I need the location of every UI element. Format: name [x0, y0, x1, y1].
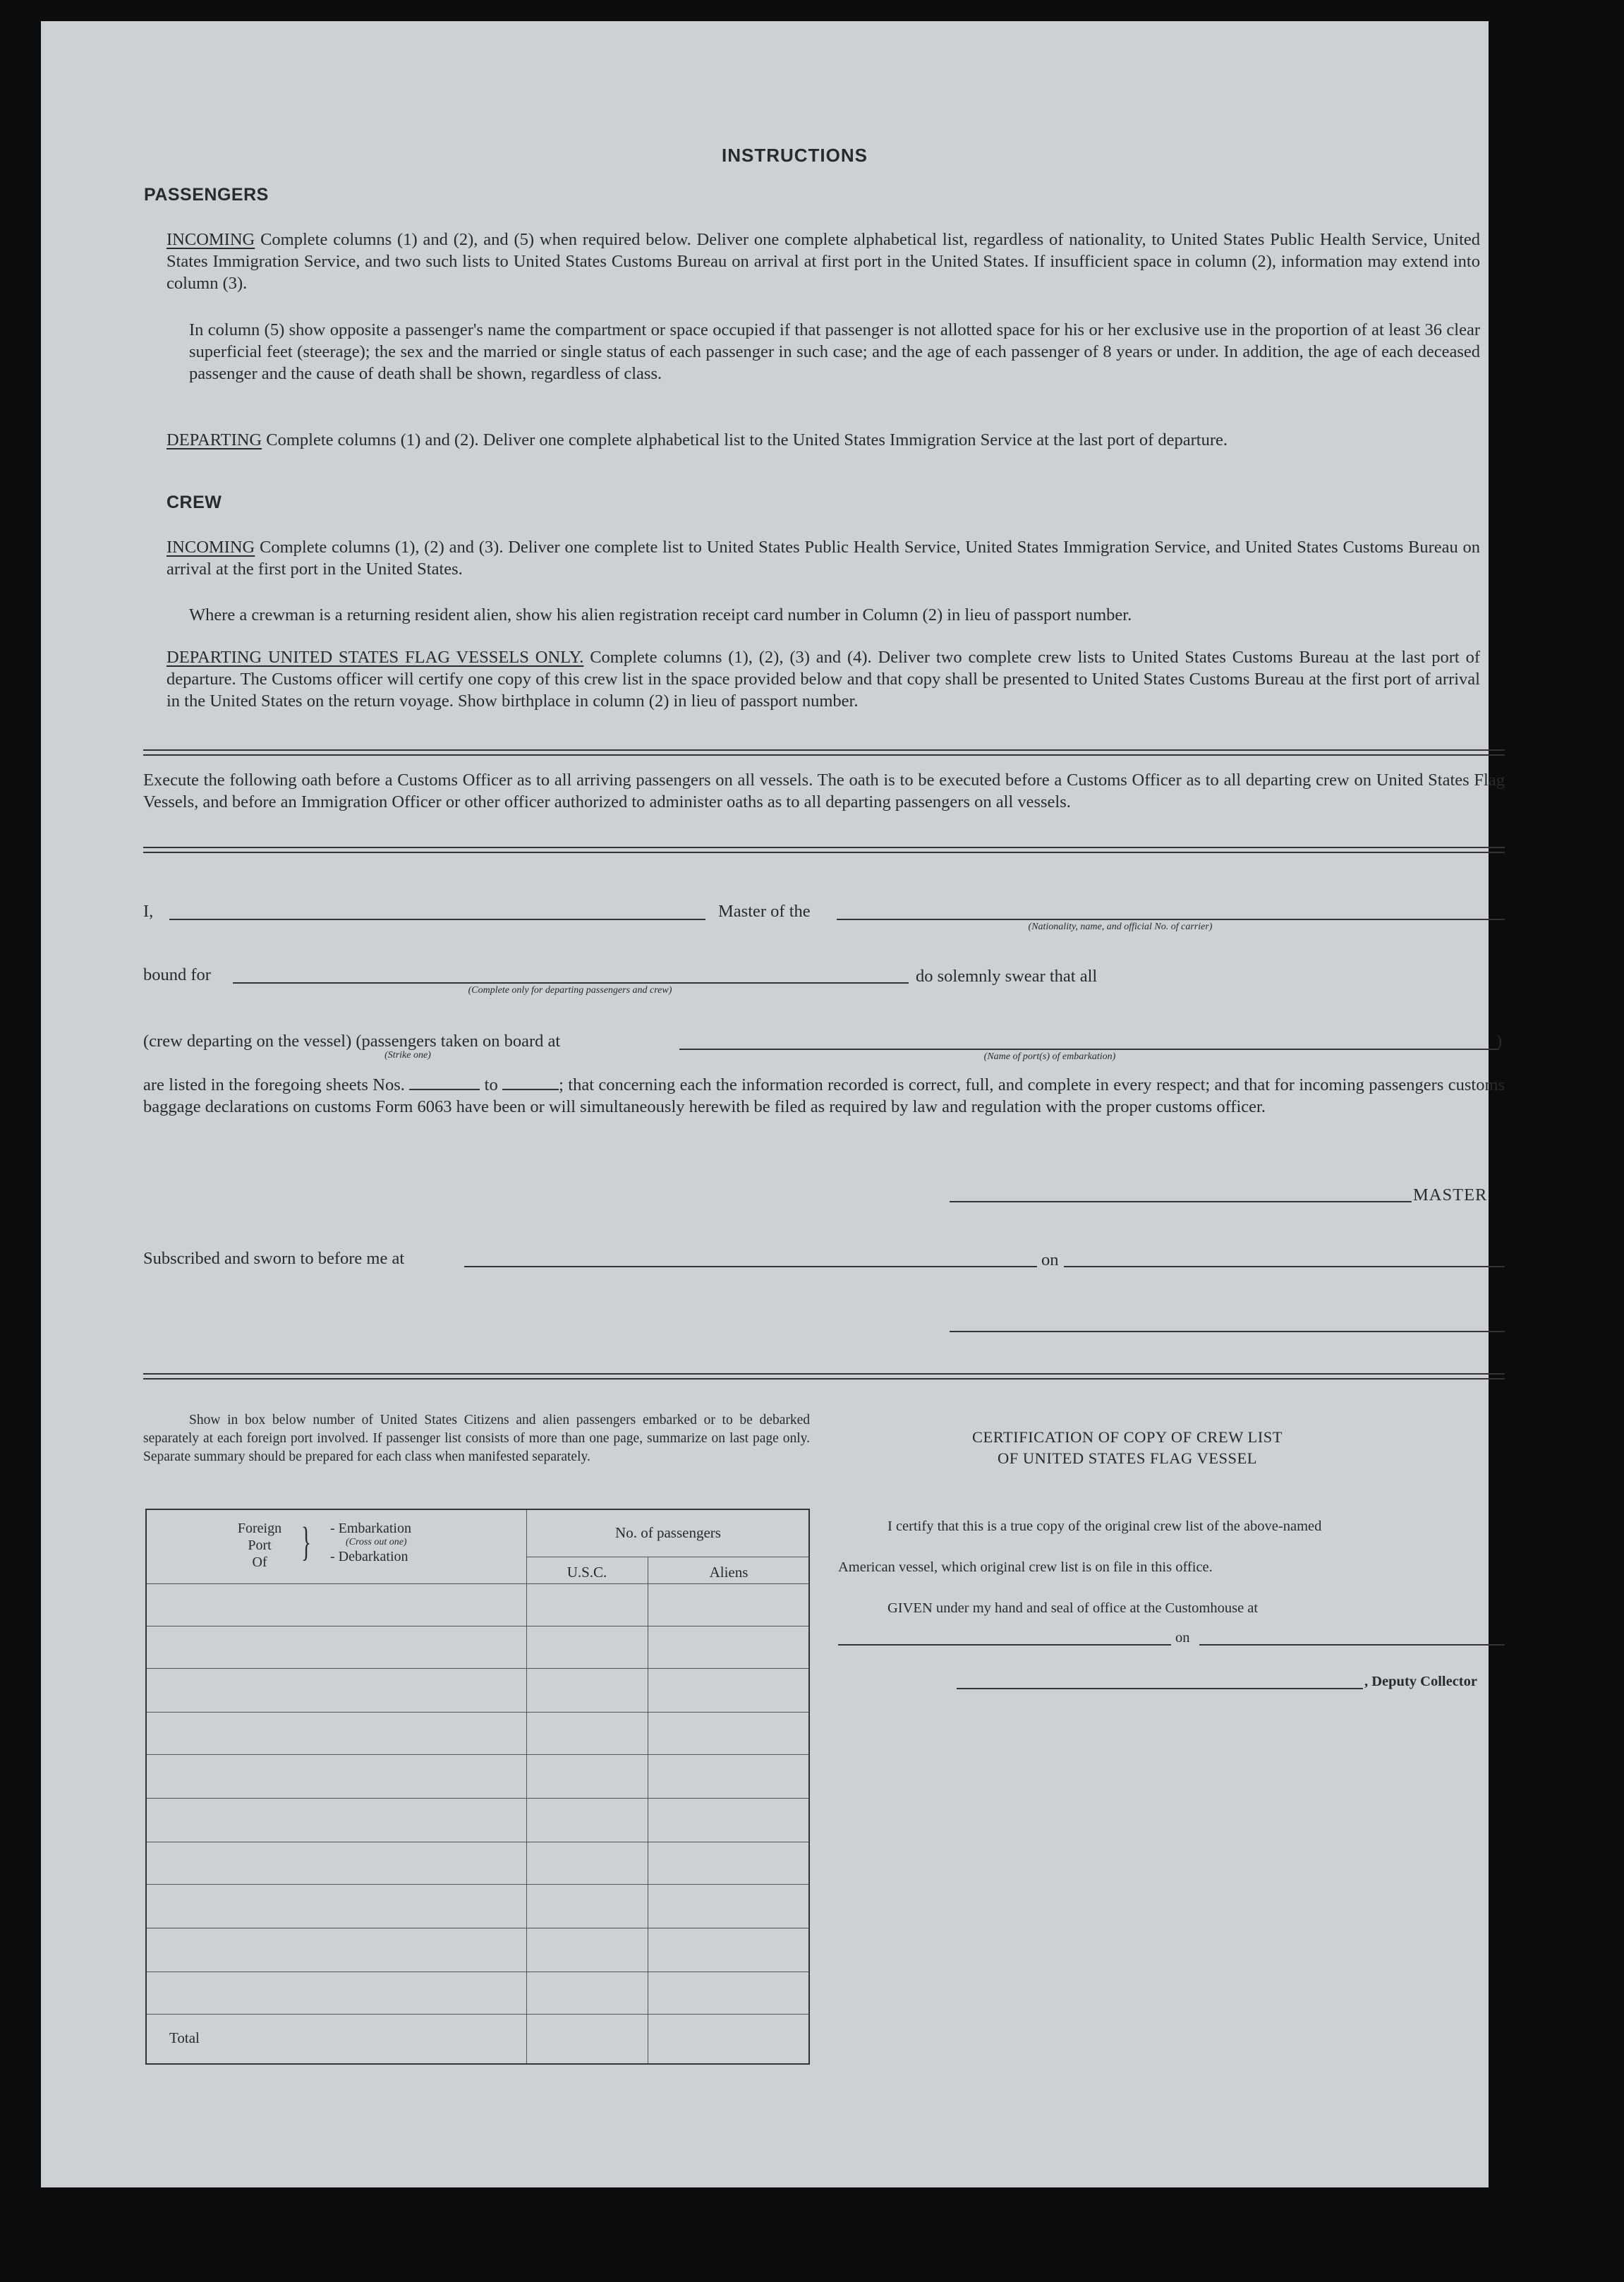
certification-title — [873, 1427, 1381, 1469]
certification-title-line2: OF UNITED STATES FLAG VESSEL — [997, 1449, 1258, 1467]
passengers-incoming-text: Complete columns (1) and (2), and (5) when required below. Deliver one complete alphabetical list, regardless of nationality, to United States Public Health Service, United States Immigration Service, and two such lists to United States Customs Bureau on arrival at first port in the United States. If insufficient space in column (2), information may extend into column (3). — [166, 230, 1481, 293]
crew-incoming-label: INCOMING — [166, 538, 255, 557]
lower-divider — [143, 1373, 1505, 1380]
strike-one-caption: (Strike one) — [384, 1050, 431, 1061]
header-bottom-line — [147, 1583, 808, 1584]
deputy-collector-label: , Deputy Collector — [1364, 1674, 1477, 1689]
subscribed-label: Subscribed and sworn to before me at — [143, 1249, 405, 1268]
oath-i-label: I, — [143, 902, 154, 921]
subscribed-place-line — [464, 1266, 1037, 1267]
passengers-departing-label: DEPARTING — [166, 430, 262, 449]
crew-heading: CREW — [166, 493, 222, 512]
certification-on-label: on — [1175, 1630, 1190, 1646]
total-label: Total — [169, 2029, 200, 2046]
port-caption: (Name of port(s) of embarkation) — [983, 1051, 1116, 1062]
master-name-line — [169, 919, 705, 920]
sheet-from-line — [409, 1079, 480, 1090]
bound-for-line — [233, 982, 909, 984]
carrier-line — [837, 919, 1505, 920]
carrier-caption: (Nationality, name, and official No. of carrier) — [1028, 922, 1213, 932]
close-paren: ) — [1496, 1032, 1503, 1051]
crew-departing-text: Complete columns (1), (2), (3) and (4). Deliver two complete crew lists to United States Customs Bureau at the last port of departure. The Customs officer will certify one copy of this crew list in the space provided below and that copy shall be presented to United States Customs Bureau at the first port of arrival in the United States on the return voyage. Show birthplace in column (2) in lieu of passport number. — [166, 648, 1481, 711]
passengers-departing-text: Complete columns (1) and (2). Deliver one complete alphabetical list to the United States Immigration Service at the last port of departure. — [266, 430, 1228, 449]
swear-text: do solemnly swear that all — [916, 967, 1098, 986]
usc-header: U.S.C. — [566, 1564, 607, 1581]
section-divider — [143, 749, 1505, 756]
debarkation-label: - Debarkation — [330, 1549, 408, 1564]
certification-line1: I certify that this is a true copy of the original crew list of the above-named — [887, 1519, 1322, 1534]
master-label: MASTER — [1413, 1185, 1488, 1205]
oath-divider — [143, 847, 1505, 853]
passengers-heading: PASSENGERS — [144, 185, 269, 205]
no-passengers-header: No. of passengers — [615, 1524, 721, 1541]
document-page — [41, 21, 1505, 2187]
deputy-signature-line — [957, 1688, 1363, 1689]
crew-departing-paragraph — [166, 646, 1480, 712]
master-of-the-label: Master of the — [718, 902, 811, 921]
aliens-header: Aliens — [709, 1564, 749, 1581]
bound-for-label: bound for — [143, 965, 211, 984]
oath-intro: Execute the following oath before a Customs Officer as to all arriving passengers on all vessels. The oath is to be executed before a Customs Officer as to all departing crew on United States Flag Vessels, and before an Immigration Officer or other officer authorized to administer oaths as to all departing passengers on all vessels. — [143, 771, 1505, 811]
subscribed-on-label: on — [1041, 1250, 1059, 1269]
of-label: Of — [252, 1554, 267, 1570]
passengers-incoming-paragraph — [166, 229, 1480, 294]
page-title: INSTRUCTIONS — [722, 145, 868, 166]
foreign-label: Foreign — [237, 1521, 282, 1536]
customhouse-date-line — [1199, 1644, 1505, 1646]
crew-resident-paragraph: Where a crewman is a returning resident alien, show his alien registration receipt card number in Column (2) in lieu of passport number. — [189, 605, 1132, 624]
sheets-to: to — [484, 1075, 498, 1094]
brace-icon: } — [301, 1519, 311, 1564]
cross-out-caption: (Cross out one) — [346, 1537, 407, 1547]
passengers-departing-paragraph — [166, 429, 1480, 451]
summary-instructions: Show in box below number of United States Citizens and alien passengers embarked or to be debarked separately at each foreign port involved. If passenger list consists of more than one page, summarize on last page only. Separate summary should be prepared for each class when manifested separately. — [143, 1413, 810, 1464]
column5-paragraph: In column (5) show opposite a passenger's name the compartment or space occupied if that passenger is not allotted space for his or her exclusive use in the proportion of at least 36 clear superficial feet (steerage); the sex and the married or single status of each passenger in such case; and the age of each passenger of 8 years or under. In addition, the age of each deceased passenger and the cause of death shall be shown, regardless of class. — [189, 320, 1480, 383]
foreign-port-header — [224, 1520, 295, 1571]
certification-line2: American vessel, which original crew list is on file in this office. — [838, 1559, 1213, 1575]
table-row-line — [147, 1712, 808, 1713]
sheets-paragraph — [143, 1074, 1505, 1118]
table-row-line — [147, 1754, 808, 1755]
sheets-prefix: are listed in the foregoing sheets Nos. — [143, 1075, 405, 1094]
crew-incoming-text: Complete columns (1), (2) and (3). Deliver one complete list to United States Public Health Service, United States Immigration Service, and United States Customs Bureau on arrival at the first port in the United States. — [166, 538, 1481, 579]
port-embarkation-line — [679, 1049, 1499, 1050]
certification-line3: GIVEN under my hand and seal of office at the Customhouse at — [887, 1600, 1259, 1616]
table-row-line — [147, 2014, 808, 2015]
crew-incoming-paragraph — [166, 536, 1480, 580]
table-row-line — [147, 1668, 808, 1669]
table-row-line — [147, 1884, 808, 1885]
customhouse-place-line — [838, 1644, 1171, 1646]
certification-title-line1: CERTIFICATION OF COPY OF CREW LIST — [971, 1428, 1283, 1446]
sheets-rest: ; that concerning each the information recorded is correct, full, and complete in every respect; and that for incoming passengers customs baggage declarations on customs Form 6063 have been or will simultaneously herewith be filed as required by law and regulation with the proper customs officer. — [143, 1075, 1505, 1116]
passengers-incoming-label: INCOMING — [166, 230, 255, 249]
port-label: Port — [248, 1538, 272, 1553]
subscribed-date-line — [1064, 1266, 1505, 1267]
master-signature-line — [950, 1201, 1412, 1202]
embark-debark-header — [330, 1520, 411, 1565]
crew-departing-text: (crew departing on the vessel) (passengers taken on board at — [143, 1032, 561, 1051]
table-row-line — [147, 1798, 808, 1799]
sheet-to-line — [502, 1079, 559, 1090]
embarkation-label: - Embarkation — [330, 1521, 411, 1536]
crew-departing-label: DEPARTING UNITED STATES FLAG VESSELS ONLY. — [166, 648, 584, 667]
officer-signature-line — [950, 1331, 1505, 1332]
passenger-summary-table — [145, 1509, 810, 2065]
bound-for-caption: (Complete only for departing passengers and crew) — [468, 985, 672, 996]
col-divider-port — [526, 1510, 527, 2063]
